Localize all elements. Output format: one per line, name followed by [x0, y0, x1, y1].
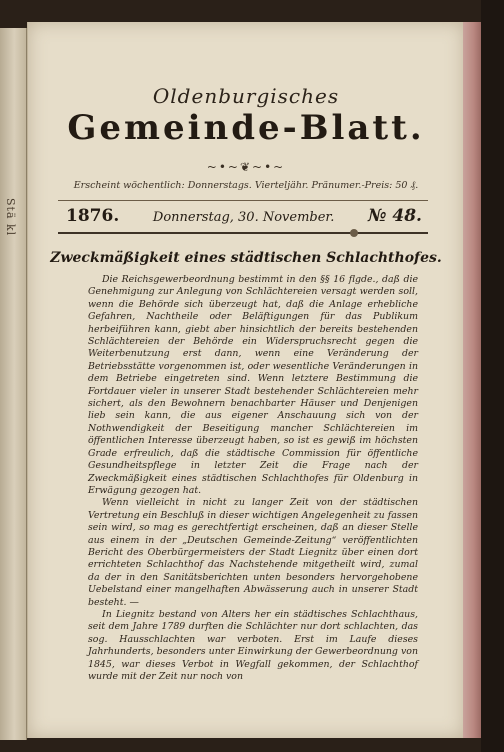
issue-line	[66, 206, 422, 226]
ornament-divider: ~•~❦~•~	[206, 160, 286, 174]
background-edge	[481, 0, 504, 752]
article-paragraph: Wenn vielleicht in nicht zu langer Zeit von der städtischen Vertretung ein Beschluß in dieser wichtigen Angelegenheit zu fassen sein wird, so mag es gerechtfertigt erscheinen, daß an dieser Stelle aus einem in der „Deutschen Gemeinde-Zeitung“ veröffentlichten Bericht des Oberbürgermeisters der Stadt Liegnitz über einen dort errichteten Schlachthof das Nachstehende mitgetheilt wird, zumal da der in den Sanitätsberichten unten besonders hervorgehobene Uebelstand einer mangelhaften Abwässerung auch in unserer Stadt besteht. —	[88, 497, 418, 608]
publication-info: Erscheint wöchentlich: Donnerstags. Vierteljähr. Pränumer.-Preis: 50 ₰.	[73, 180, 419, 191]
article-paragraph: Die Reichsgewerbeordnung bestimmt in den §§ 16 flgde., daß die Genehmigung zur Anlegung von Schlächtereien versagt werden soll, wenn die Behörde sich überzeugt hat, daß die Anlage erhebliche Gefahren, Nachtheile oder Beläftigungen für das Publikum herbeiführen kann, giebt aber hinsichtlich der bereits bestehenden Schlächtereien der Behörde ein Widerspruchsrecht gegen die Weiterbenutzung erst dann, wenn eine Veränderung der Betriebsstätte vorgenommen ist, oder wesentliche Veränderungen in dem Betriebe eingetreten sind. Wenn letztere Bestimmung die Fortdauer vieler in unserer Stadt bestehender Schlächtereien mehr sichert, als den Bewohnern benachbarter Häuser und Denjenigen lieb sein kann, die aus eigener Anschauung sich von der Nothwendigkeit der Beseitigung mancher Schlächtereien im öffentlichen Interesse überzeugt haben, so ist es gewiß im höchsten Grade erfreulich, daß die städtische Commission für öffentliche Gesundheitspflege in letzter Zeit die Frage nach der Zweckmäßigkeit eines städtischen Schlachthofes für Oldenburg in Erwägung gezogen hat.	[88, 274, 418, 496]
issue-number: № 48.	[368, 206, 422, 226]
adjacent-page-edge	[0, 28, 27, 740]
newspaper-page	[27, 22, 464, 738]
issue-date: Donnerstag, 30. November.	[152, 210, 335, 225]
page-content	[28, 22, 464, 738]
adjacent-page-fragment: Stä kl	[4, 198, 17, 237]
masthead-subtitle: Oldenburgisches	[152, 84, 340, 108]
article-title: Zweckmäßigkeit eines städtischen Schlachthofes.	[50, 250, 442, 266]
divider-rule	[58, 200, 428, 201]
masthead-title: Gemeinde-Blatt.	[67, 108, 425, 148]
issue-year: 1876.	[66, 206, 120, 226]
divider-rule-thick	[58, 232, 428, 234]
divider-dot	[350, 229, 358, 237]
article-body	[88, 274, 418, 683]
article-paragraph: In Liegnitz bestand von Alters her ein städtisches Schlachthaus, seit dem Jahre 1789 durften die Schlächter nur dort schlachten, das sog. Hausschlachten war verboten. Erst im Laufe dieses Jahrhunderts, besonders unter Einwirkung der Gewerbeordnung von 1845, war dieses Verbot in Wegfall gekommen, der Schlachthof wurde mit der Zeit nur noch von	[88, 608, 418, 682]
book-spine	[463, 22, 481, 738]
